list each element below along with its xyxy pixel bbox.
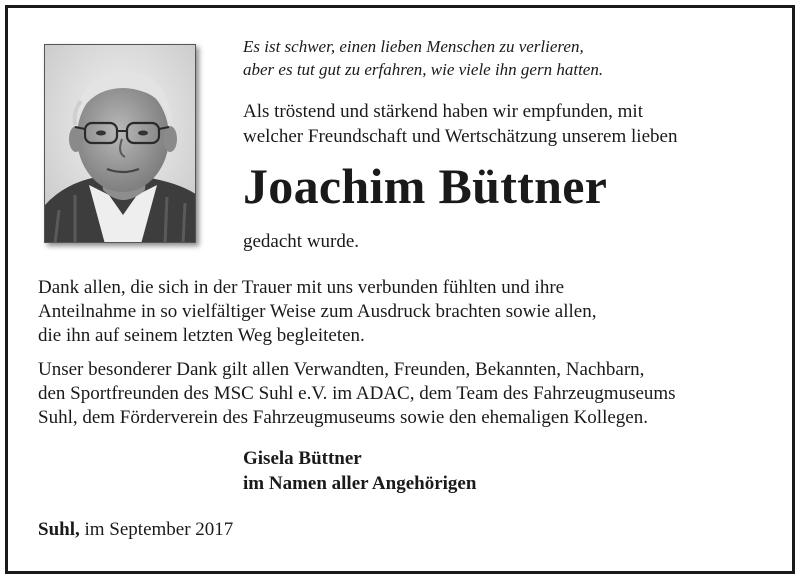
thanks-line: die ihn auf seinem letzten Weg begleiteten. [38,325,365,346]
thanks-line: den Sportfreunden des MSC Suhl e.V. im ADAC, dem Team des Fahrzeugmuseums [38,383,676,404]
thanks-line: Unser besonderer Dank gilt allen Verwandten, Freunden, Bekannten, Nachbarn, [38,359,645,380]
place-and-date [38,517,233,542]
thanks-line: Suhl, dem Förderverein des Fahrzeugmuseums sowie den ehemaligen Kollegen. [38,407,648,428]
portrait-photo [44,44,196,243]
quote-line: Es ist schwer, einen lieben Menschen zu verlieren, [243,37,584,56]
place-name: Suhl, [38,519,80,540]
intro-text [243,99,677,149]
memorial-quote [243,35,603,81]
after-name-text: gedacht wurde. [243,231,360,252]
signature [243,446,476,496]
thanks-line: Dank allen, die sich in der Trauer mit uns verbunden fühlten und ihre [38,277,565,298]
thanks-paragraph-1 [38,276,596,348]
intro-line: Als tröstend und stärkend haben wir empfunden, mit [243,101,643,122]
signature-line: im Namen aller Angehörigen [243,473,477,494]
deceased-name: Joachim Büttner [243,158,608,214]
signature-line: Gisela Büttner [243,448,362,469]
quote-line: aber es tut gut zu erfahren, wie viele ihn gern hatten. [243,60,604,79]
thanks-line: Anteilnahme in so vielfältiger Weise zum Ausdruck brachten sowie allen, [38,301,597,322]
thanks-paragraph-2 [38,358,676,430]
date-text: im September 2017 [79,519,234,540]
intro-line: welcher Freundschaft und Wertschätzung unserem lieben [243,126,678,147]
